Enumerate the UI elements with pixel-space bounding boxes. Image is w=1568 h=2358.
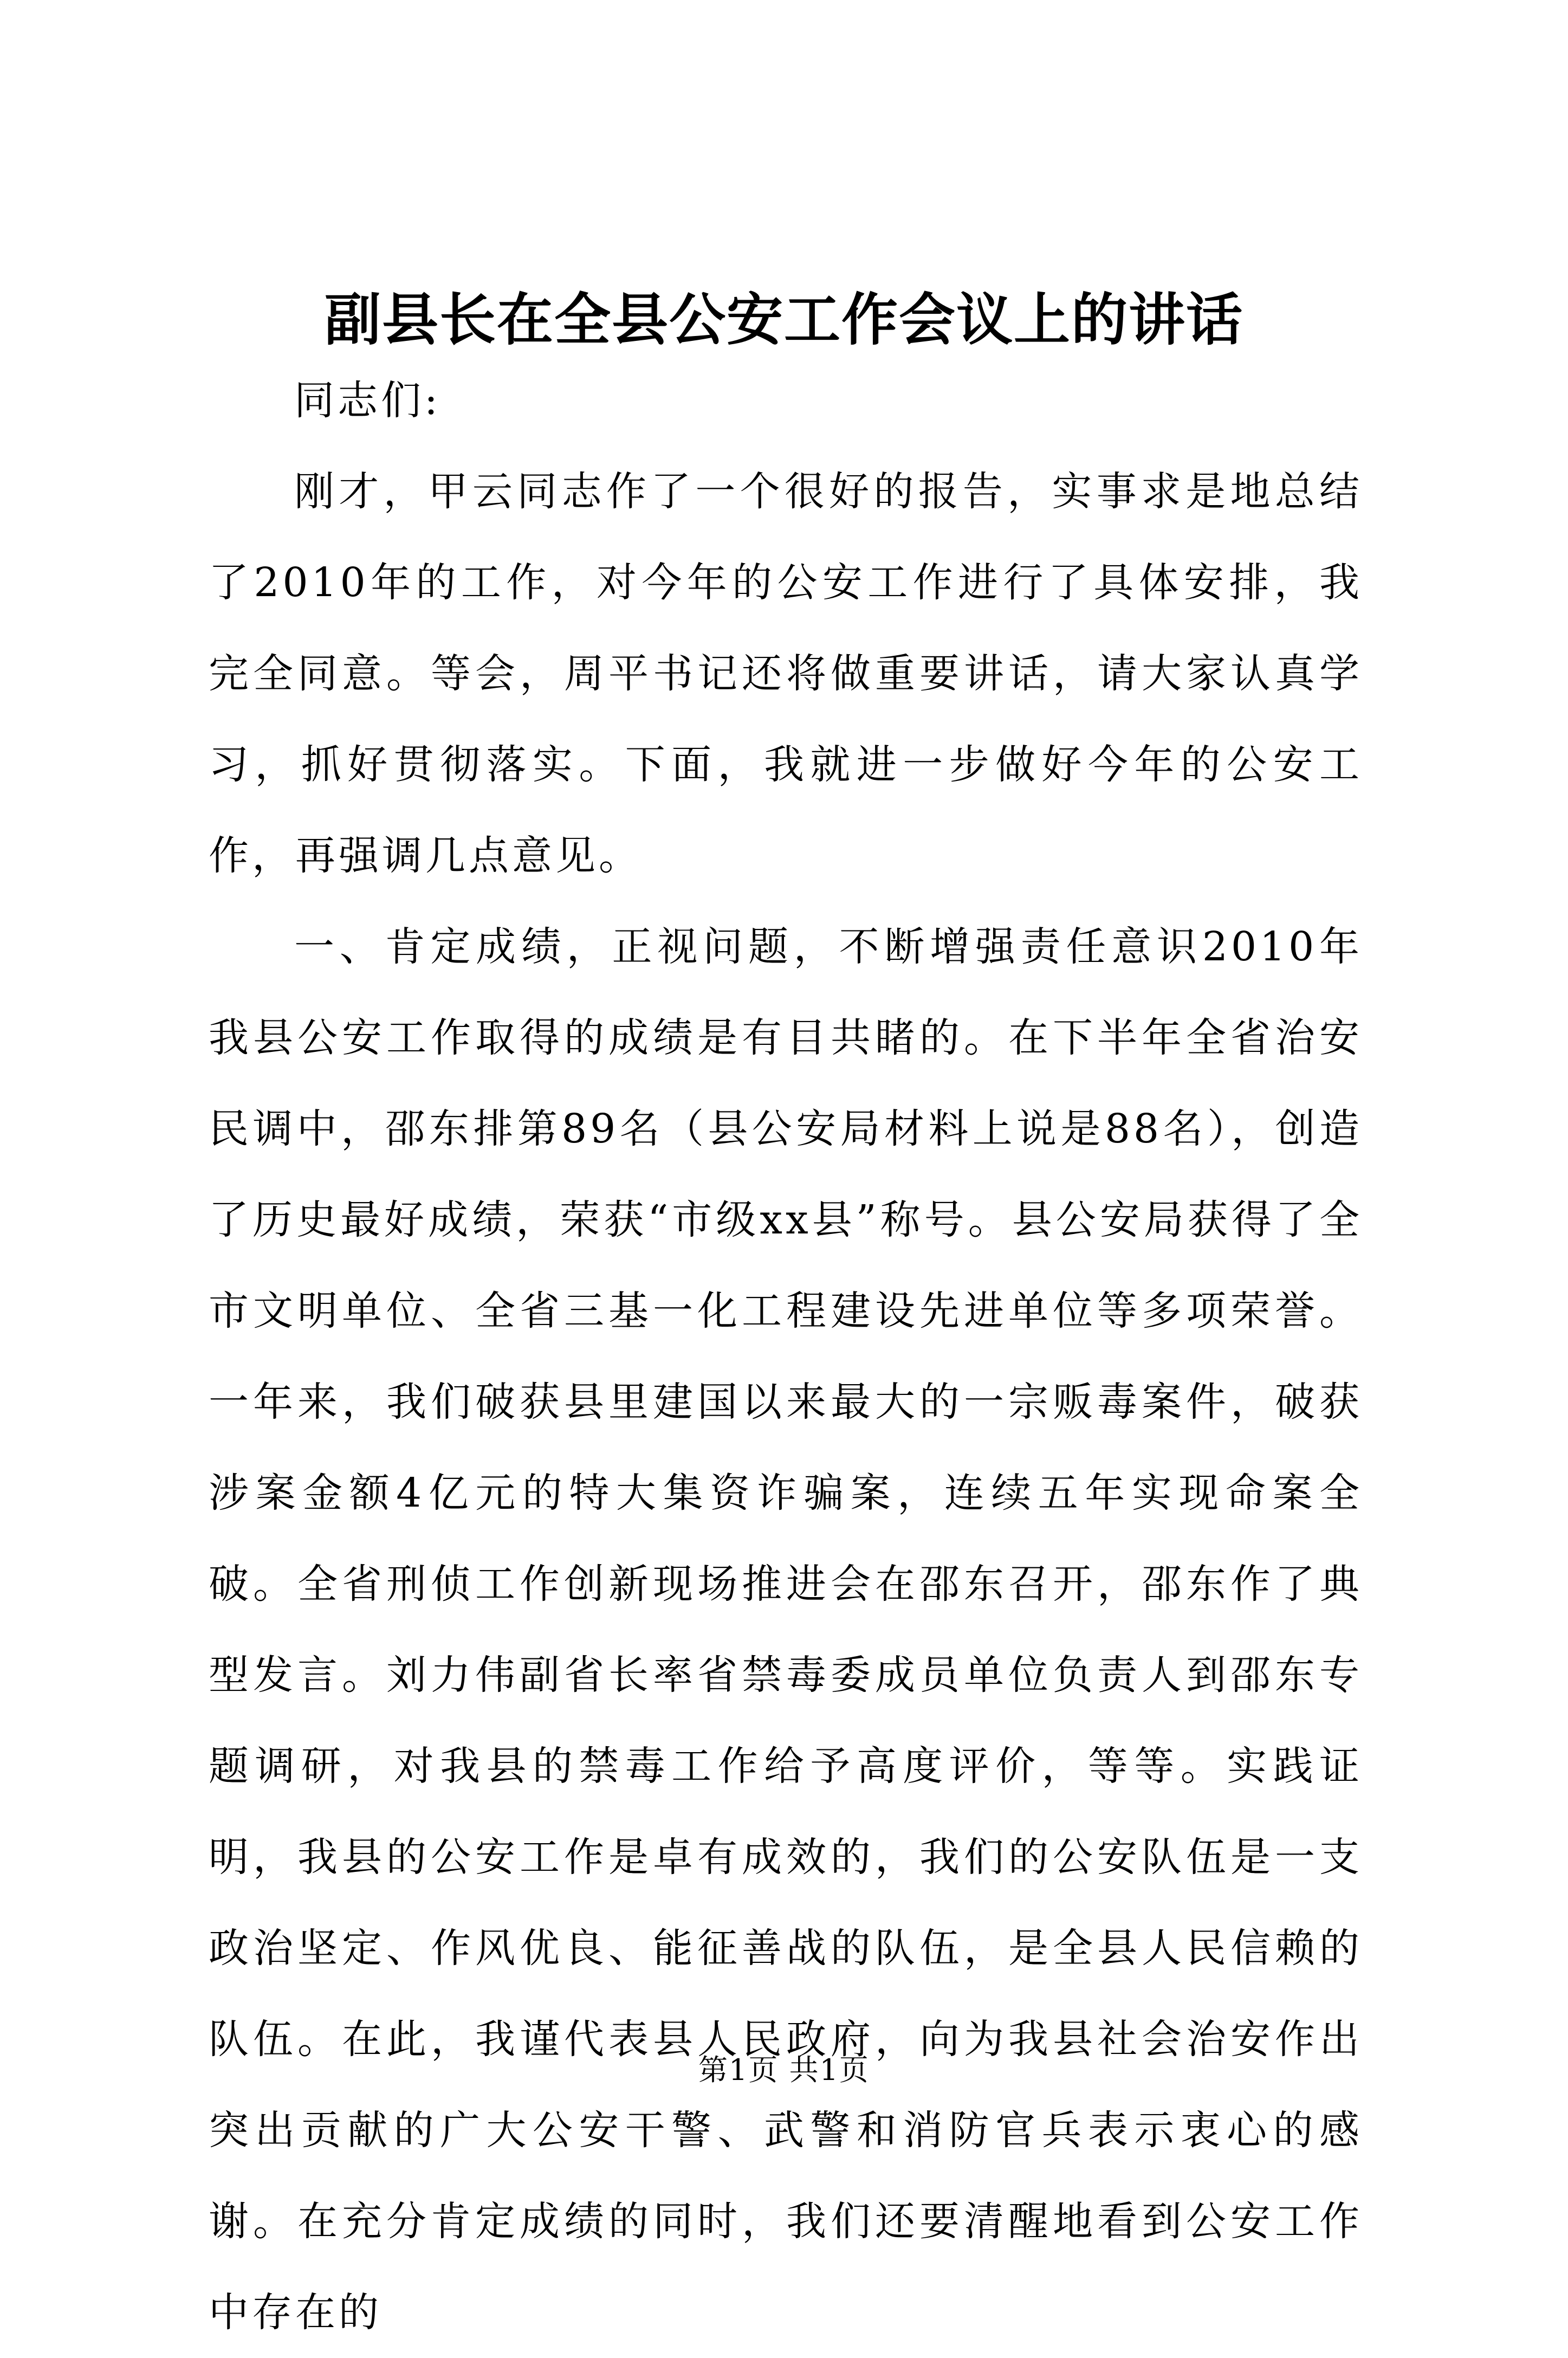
- paragraph-2: 一、肯定成绩，正视问题，不断增强责任意识2010年我县公安工作取得的成绩是有目共睹的。在下半年全省治安民调中，邵东排第89名（县公安局材料上说是88名），创造了历史最好成绩，荣获“市级xx县”称号。县公安局获得了全市文明单位、全省三基一化工程建设先进单位等多项荣誉。一年来，我们破获县里建国以来最大的一宗贩毒案件，破获涉案金额4亿元的特大集资诈骗案，连续五年实现命案全破。全省刑侦工作创新现场推进会在邵东召开，邵东作了典型发言。刘力伟副省长率省禁毒委成员单位负责人到邵东专题调研，对我县的禁毒工作给予高度评价，等等。实践证明，我县的公安工作是卓有成效的，我们的公安队伍是一支政治坚定、作风优良、能征善战的队伍，是全县人民信赖的队伍。在此，我谨代表县人民政府，向为我县社会治安作出突出贡献的广大公安干警、武警和消防官兵表示衷心的感谢。在充分肯定成绩的同时，我们还要清醒地看到公安工作中存在的: [209, 923, 1363, 2336]
- page-title: 副县长在全县公安工作会议上的讲话: [324, 286, 1243, 353]
- salutation: 同志们:: [294, 377, 441, 424]
- paragraph-1: 刚才，甲云同志作了一个很好的报告，实事求是地总结了2010年的工作，对今年的公安工作进行了具体安排，我完全同意。等会，周平书记还将做重要讲话，请大家认真学习，抓好贯彻落实。下面，我就进一步做好今年的公安工作，再强调几点意见。: [209, 468, 1363, 879]
- page-footer: 第1页 共1页: [698, 2053, 870, 2087]
